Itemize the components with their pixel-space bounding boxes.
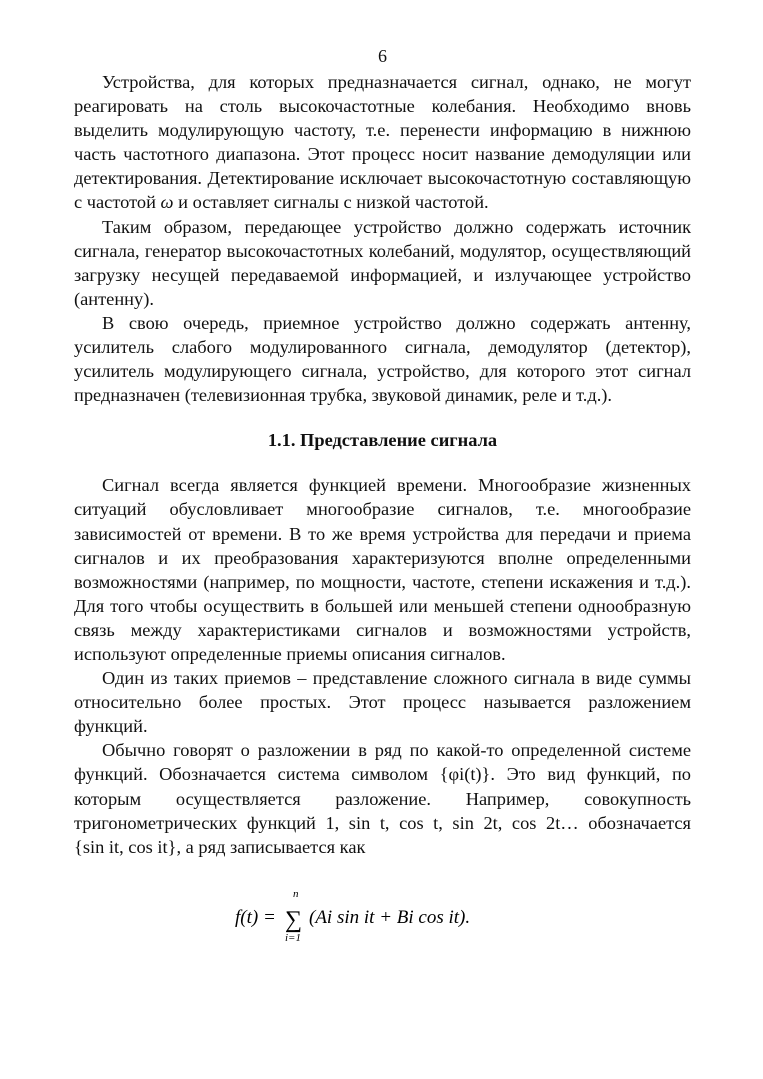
formula-body: (Ai sin it + Bi cos it). <box>308 906 470 928</box>
series-text-1: Обычно говорят о разложении в ряд по какой-то определенной системе функций. Обозначается система символом <box>74 740 691 785</box>
series-formula-svg <box>233 881 533 945</box>
formula-lhs: f(t) = <box>234 906 276 928</box>
paragraph-demodulation-text: Устройства, для которых предназначается сигнал, однако, не могут реагировать на столь высокочастотные колебания. Необходимо вновь выделить модулирующую частоту, т.е. перенести информацию в нижнюю часть частотного диапазона. Этот процесс носит название демодуляции или детектирования. Детектирование исключает высокочастотную составляющую с частотой <box>74 72 691 213</box>
paragraph-receiver: В свою очередь, приемное устройство должно содержать антенну, усилитель слабого модулированного сигнала, демодулятор (детектор), усилитель модулирующего сигнала, устройство, для которого этот сигнал предназначен (телевизионная трубка, звуковой динамик, реле и т.д.). <box>74 312 691 406</box>
paragraph-demodulation-tail: и оставляет сигналы с низкой частотой. <box>178 192 489 213</box>
function-system-symbol-text: {φi(t)} <box>439 764 491 785</box>
function-system-symbol <box>440 764 491 784</box>
omega-symbol: ω <box>160 192 174 213</box>
page-number: 6 <box>378 46 387 66</box>
trig-set-symbol: {sin it, cos it} <box>74 836 177 857</box>
paragraph-decomposition: Один из таких приемов – представление сложного сигнала в виде суммы относительно более простых. Этот процесс называется разложением функций. <box>74 668 691 737</box>
paragraph-transmitter: Таким образом, передающее устройство должно содержать источник сигнала, генератор высокочастотных колебаний, модулятор, осуществляющий загрузку несущей передаваемой информацией, и излучающее устройство (антенну). <box>74 216 691 309</box>
series-formula <box>74 881 691 945</box>
section-title: 1.1. Представление сигнала <box>267 430 498 451</box>
paragraph-series <box>74 738 691 858</box>
formula-sum-symbol: ∑ <box>284 906 302 933</box>
formula-sum-upper: n <box>292 887 298 900</box>
series-text-2: . Это вид функций, по которым осуществляется разложение. Например, совокупность тригонометрических функций 1, sin t, cos t, sin 2t, cos 2t… обозначается <box>74 764 691 833</box>
paragraph-demodulation <box>74 70 691 215</box>
paragraph-signal-time: Сигнал всегда является функцией времени. Многообразие жизненных ситуаций обусловливает многообразие сигналов, т.е. многообразие зависимостей от времени. В то же время устройства для передачи и приема сигналов и их преобразования характеризуются вполне определенными возможностями (например, по мощности, частоте, степени искажения и т.д.). Для того чтобы осуществить в большей или меньшей степени однообразную связь между характеристиками сигналов и возможностями устройств, используют определенные приемы описания сигналов. <box>74 475 691 664</box>
formula-sum-lower: i=1 <box>284 931 301 944</box>
series-text-3: , а ряд записывается как <box>176 836 366 857</box>
